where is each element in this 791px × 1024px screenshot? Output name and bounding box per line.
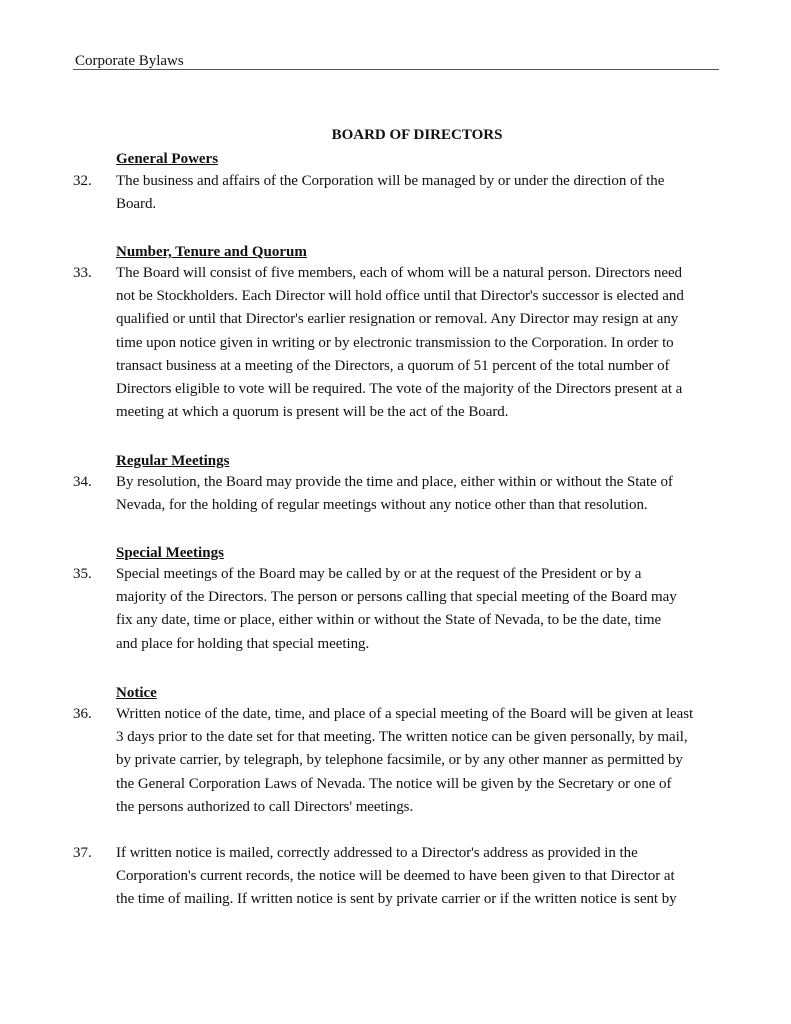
paragraph-text — [116, 262, 718, 424]
text-line: Special meetings of the Board may be called by or at the request of the President or by a — [116, 566, 642, 582]
paragraph-text — [116, 842, 718, 912]
text-line: transact business at a meeting of the Directors, a quorum of 51 percent of the total number of — [116, 357, 670, 374]
text-line: and place for holding that special meeting. — [116, 635, 370, 652]
text-line: the time of mailing. If written notice is sent by private carrier or if the written notice is sent by — [116, 891, 677, 908]
paragraph-number: 36. — [73, 706, 92, 722]
paragraph-number: 37. — [73, 845, 92, 861]
paragraph-text — [116, 703, 718, 819]
text-line: The business and affairs of the Corporation will be managed by or under the direction of the — [116, 173, 665, 189]
text-line: meeting at which a quorum is present will be the act of the Board. — [116, 404, 509, 421]
header-rule — [73, 69, 719, 70]
paragraph-text — [116, 471, 718, 517]
text-line: Board. — [116, 196, 157, 213]
section-title: BOARD OF DIRECTORS — [331, 127, 503, 143]
heading-special-meetings: Special Meetings — [116, 545, 224, 561]
paragraph-number: 32. — [73, 173, 92, 189]
text-line: Nevada, for the holding of regular meetings without any notice other than that resolution. — [116, 497, 648, 514]
text-line: fix any date, time or place, either within or without the State of Nevada, to be the date, time — [116, 612, 662, 629]
text-line: majority of the Directors. The person or persons calling that special meeting of the Board may — [116, 589, 677, 606]
text-line: 3 days prior to the date set for that meeting. The written notice can be given personally, by mail, — [116, 729, 688, 746]
text-line: Directors eligible to vote will be required. The vote of the majority of the Directors present at a — [116, 381, 683, 398]
text-line: qualified or until that Director's earlier resignation or removal. Any Director may resign at any — [116, 311, 679, 328]
paragraph-number: 33. — [73, 265, 92, 281]
text-line: not be Stockholders. Each Director will hold office until that Director's successor is elected and — [116, 288, 684, 305]
heading-number-tenure-quorum: Number, Tenure and Quorum — [116, 244, 307, 260]
text-line: Corporation's current records, the notice will be deemed to have been given to that Director at — [116, 868, 675, 885]
heading-general-powers: General Powers — [116, 151, 219, 167]
paragraph-text — [116, 563, 718, 656]
heading-notice: Notice — [116, 685, 157, 701]
text-line: the General Corporation Laws of Nevada. The notice will be given by the Secretary or one of — [116, 775, 672, 792]
text-line: The Board will consist of five members, each of whom will be a natural person. Directors need — [116, 265, 683, 281]
text-line: By resolution, the Board may provide the time and place, either within or without the State of — [116, 474, 673, 490]
text-line: by private carrier, by telegraph, by telephone facsimile, or by any other manner as permitted by — [116, 752, 683, 769]
paragraph-number: 34. — [73, 474, 92, 490]
text-line: If written notice is mailed, correctly addressed to a Director's address as provided in the — [116, 845, 638, 861]
text-line: Written notice of the date, time, and place of a special meeting of the Board will be given at least — [116, 706, 694, 722]
paragraph-number: 35. — [73, 566, 92, 582]
running-header: Corporate Bylaws — [75, 53, 184, 69]
text-line: the persons authorized to call Directors' meetings. — [116, 798, 414, 815]
heading-regular-meetings: Regular Meetings — [116, 453, 230, 469]
paragraph-text — [116, 170, 718, 216]
text-line: time upon notice given in writing or by electronic transmission to the Corporation. In order to — [116, 334, 674, 351]
